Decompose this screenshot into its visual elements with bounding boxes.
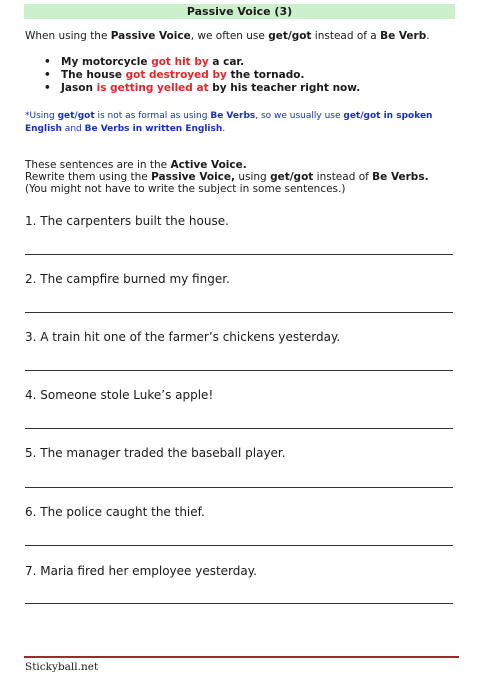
footer-site-name: Stickyball.net [25,661,99,673]
answer-line-7[interactable] [25,603,453,604]
question-5: 5. The manager traded the baseball player. [25,446,286,460]
example-item: • The house got destroyed by the tornado. [44,69,464,82]
question-6: 6. The police caught the thief. [25,505,205,519]
instructions-line-2: Rewrite them using the Passive Voice, using get/got instead of Be Verbs. [25,171,429,183]
answer-line-2[interactable] [25,312,453,313]
question-4: 4. Someone stole Luke’s apple! [25,388,214,402]
question-7: 7. Maria fired her employee yesterday. [25,564,257,578]
answer-line-6[interactable] [25,545,453,546]
question-2: 2. The campfire burned my finger. [25,272,230,286]
instructions-line-1: These sentences are in the Active Voice. [25,159,247,171]
question-1: 1. The carpenters built the house. [25,214,229,228]
answer-line-1[interactable] [25,254,453,255]
instructions-line-3: (You might not have to write the subject in some sentences.) [25,183,346,195]
instructions [25,159,465,195]
footer-divider [24,656,459,658]
example-item: • My motorcycle got hit by a car. [44,56,464,69]
intro-text: When using the Passive Voice, we often use get/got instead of a Be Verb. [25,30,430,42]
answer-line-3[interactable] [25,370,453,371]
answer-line-5[interactable] [25,487,453,488]
answer-line-4[interactable] [25,428,453,429]
example-list [44,56,464,95]
usage-note: *Using get/got is not as formal as using Be Verbs, so we usually use get/got in spoken English and Be Verbs in written English. [25,111,433,134]
worksheet-title: Passive Voice (3) [24,4,455,19]
example-item: • Jason is getting yelled at by his teacher right now. [44,82,464,95]
question-3: 3. A train hit one of the farmer’s chickens yesterday. [25,330,341,344]
